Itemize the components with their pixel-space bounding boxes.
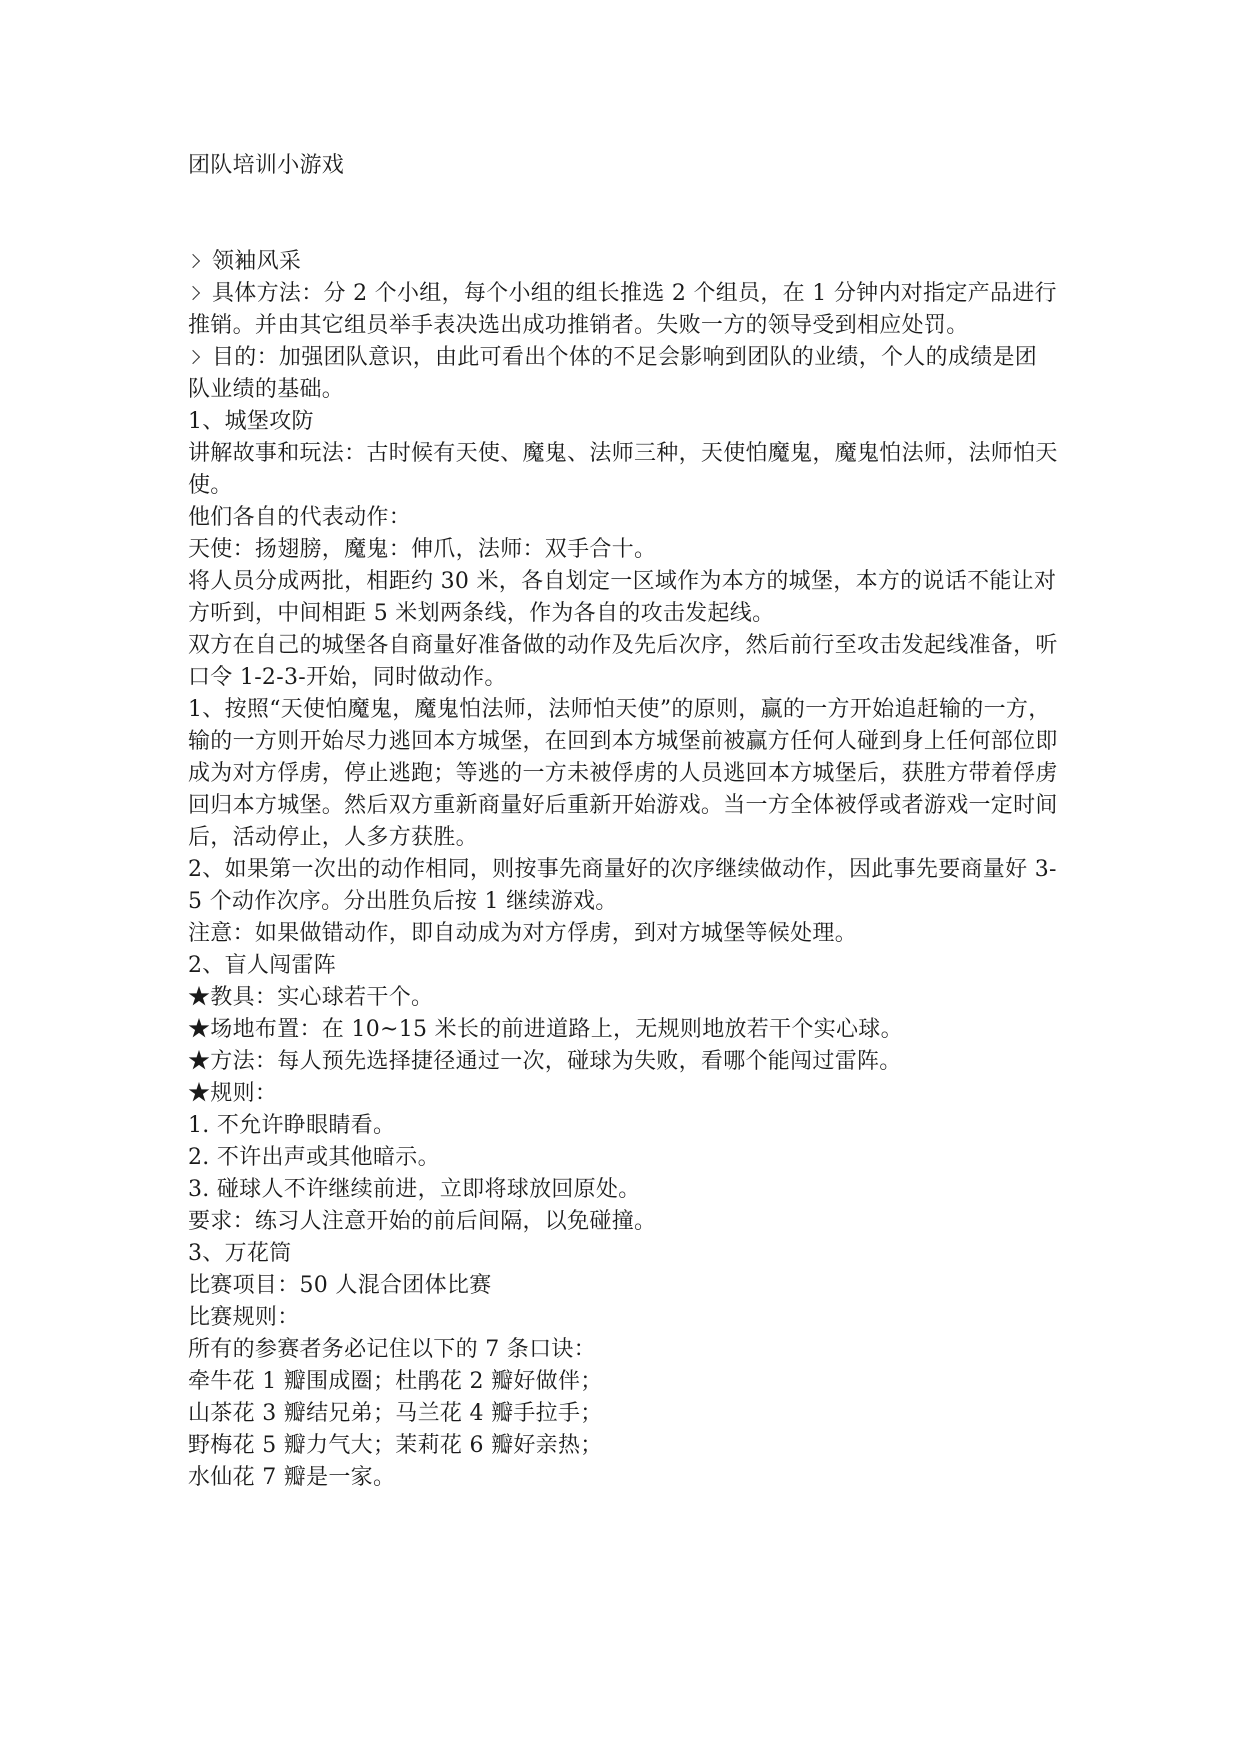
paragraph: 水仙花 7 瓣是一家。	[188, 1465, 396, 1490]
document-title: 团队培训小游戏	[188, 153, 345, 178]
paragraph: 注意：如果做错动作，即自动成为对方俘虏，到对方城堡等候处理。	[188, 921, 858, 946]
list-item: 2. 不许出声或其他暗示。	[188, 1145, 440, 1170]
paragraph: 将人员分成两批，相距约 30 米，各自划定一区域作为本方的城堡，本方的说话不能让对方听到，中间相距 5 米划两条线，作为各自的攻击发起线。	[188, 569, 1057, 626]
paragraph: 他们各自的代表动作：	[188, 505, 412, 530]
paragraph: 牵牛花 1 瓣围成圈；杜鹃花 2 瓣好做伴；	[188, 1369, 603, 1394]
section-heading-castle: 1、城堡攻防	[188, 409, 314, 434]
paragraph: ★教具：实心球若干个。	[188, 985, 434, 1010]
chevron-right-icon	[188, 287, 202, 301]
line-text: 具体方法：分 2 个小组，每个小组的组长推选 2 个组员，在 1 分钟内对指定产品进行推销。并由其它组员举手表决选出成功推销者。失败一方的领导受到相应处罚。	[188, 281, 1057, 338]
line-text: 目的：加强团队意识，由此可看出个体的不足会影响到团队的业绩，个人的成绩是团队业绩的基础。	[188, 345, 1038, 402]
section-heading-kaleidoscope: 3、万花筒	[188, 1241, 292, 1266]
bullet-purpose	[188, 342, 1058, 406]
bullet-method	[188, 278, 1058, 342]
chevron-right-icon	[188, 351, 202, 365]
paragraph: ★规则：	[188, 1081, 278, 1106]
paragraph: 山茶花 3 瓣结兄弟；马兰花 4 瓣手拉手；	[188, 1401, 603, 1426]
paragraph: 比赛项目：50 人混合团体比赛	[188, 1273, 492, 1298]
bullet-heading-leadership	[188, 246, 1058, 278]
bullet-empty	[188, 214, 1058, 246]
paragraph: 野梅花 5 瓣力气大；茉莉花 6 瓣好亲热；	[188, 1433, 603, 1458]
chevron-right-icon	[188, 255, 202, 269]
paragraph: 比赛规则：	[188, 1305, 300, 1330]
paragraph: 讲解故事和玩法：古时候有天使、魔鬼、法师三种，天使怕魔鬼，魔鬼怕法师，法师怕天使。	[188, 441, 1058, 498]
list-item: 1. 不允许睁眼睛看。	[188, 1113, 396, 1138]
paragraph: ★场地布置：在 10~15 米长的前进道路上，无规则地放若干个实心球。	[188, 1017, 903, 1042]
paragraph: 2、如果第一次出的动作相同，则按事先商量好的次序继续做动作，因此事先要商量好 3-5 个动作次序。分出胜负后按 1 继续游戏。	[188, 857, 1057, 914]
paragraph: 要求：练习人注意开始的前后间隔，以免碰撞。	[188, 1209, 657, 1234]
line-text: 领袖风采	[212, 249, 302, 274]
paragraph: 所有的参赛者务必记住以下的 7 条口诀：	[188, 1337, 596, 1362]
chevron-right-icon	[232, 255, 246, 269]
paragraph: 1、按照“天使怕魔鬼，魔鬼怕法师，法师怕天使”的原则，赢的一方开始追赶输的一方，输的一方则开始尽力逃回本方城堡，在回到本方城堡前被赢方任何人碰到身上任何部位即成为对方俘虏，停止逃跑；等逃的一方未被俘虏的人员逃回本方城堡后，获胜方带着俘虏回归本方城堡。然后双方重新商量好后重新开始游戏。当一方全体被俘或者游戏一定时间后，活动停止，人多方获胜。	[188, 697, 1058, 850]
list-item: 3. 碰球人不许继续前进，立即将球放回原处。	[188, 1177, 641, 1202]
section-heading-blind: 2、盲人闯雷阵	[188, 953, 337, 978]
paragraph: 天使：扬翅膀，魔鬼：伸爪，法师：双手合十。	[188, 537, 657, 562]
paragraph: ★方法：每人预先选择捷径通过一次，碰球为失败，看哪个能闯过雷阵。	[188, 1049, 902, 1074]
paragraph: 双方在自己的城堡各自商量好准备做的动作及先后次序，然后前行至攻击发起线准备，听口令 1-2-3-开始，同时做动作。	[188, 633, 1058, 690]
document-body	[188, 150, 1058, 1494]
